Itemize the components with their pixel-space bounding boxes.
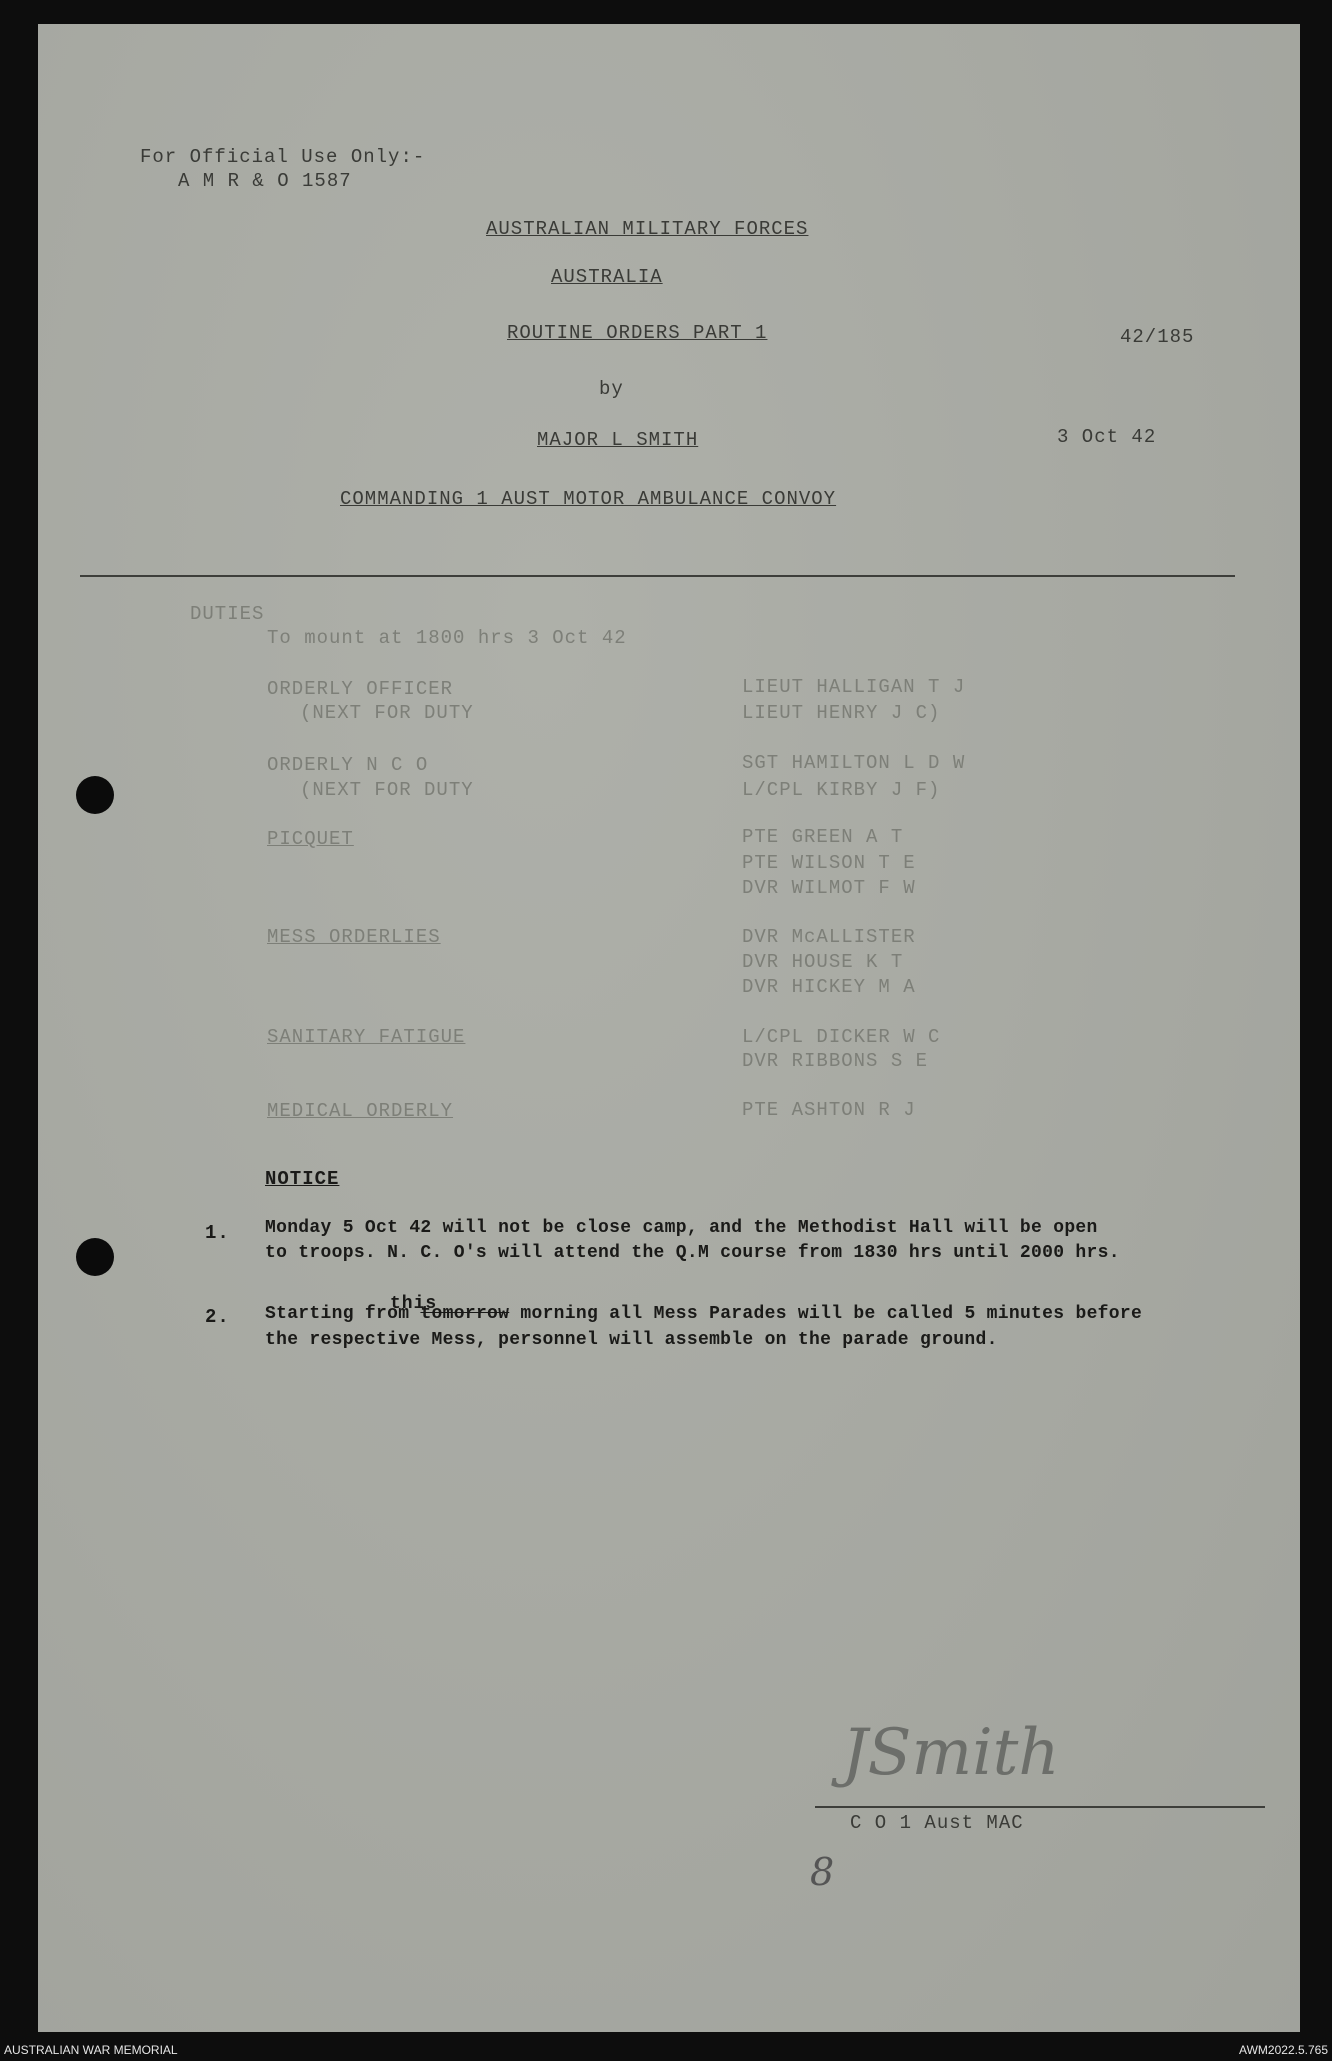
signature-block: C O 1 Aust MAC — [850, 1812, 1024, 1834]
duty-name: DVR RIBBONS S E — [742, 1050, 929, 1072]
duty-name: LIEUT HALLIGAN T J — [742, 676, 966, 698]
command-title: COMMANDING 1 AUST MOTOR AMBULANCE CONVOY — [340, 488, 837, 510]
duty-role: MEDICAL ORDERLY — [267, 1100, 454, 1122]
handwritten-mark: 8 — [810, 1850, 835, 1894]
duty-name: PTE WILSON T E — [742, 852, 916, 874]
divider-rule — [80, 575, 1235, 577]
signature-rule — [815, 1806, 1265, 1808]
notice-item-text — [265, 1304, 1142, 1324]
notice-heading: NOTICE — [265, 1168, 340, 1190]
notice-item-text: to troops. N. C. O's will attend the Q.M course from 1830 hrs until 2000 hrs. — [265, 1243, 1120, 1263]
punch-hole — [76, 776, 114, 814]
official-use-line: For Official Use Only:- — [140, 146, 426, 168]
duty-name: PTE GREEN A T — [742, 826, 904, 848]
duty-role: ORDERLY OFFICER — [267, 678, 454, 700]
duty-role: PICQUET — [267, 828, 354, 850]
duty-name: DVR HOUSE K T — [742, 951, 904, 973]
order-number: 42/185 — [1120, 326, 1195, 348]
punch-hole — [76, 1238, 114, 1276]
duty-name: DVR McALLISTER — [742, 926, 916, 948]
duty-role: (NEXT FOR DUTY — [300, 779, 474, 801]
organisation-title: AUSTRALIAN MILITARY FORCES — [486, 218, 809, 240]
inserted-word: this — [390, 1294, 438, 1314]
duty-name: L/CPL DICKER W C — [742, 1026, 941, 1048]
duty-name: LIEUT HENRY J C) — [742, 702, 941, 724]
duty-role: ORDERLY N C O — [267, 754, 429, 776]
notice-item-number: 2. — [205, 1306, 230, 1328]
struck-word: tomorrow — [420, 1304, 510, 1324]
country-title: AUSTRALIA — [551, 266, 663, 288]
mount-time: To mount at 1800 hrs 3 Oct 42 — [267, 627, 627, 649]
duty-role: (NEXT FOR DUTY — [300, 702, 474, 724]
notice-item-number: 1. — [205, 1222, 230, 1244]
notice-item-text: the respective Mess, personnel will assemble on the parade ground. — [265, 1330, 998, 1350]
archive-name: AUSTRALIAN WAR MEMORIAL — [4, 2043, 178, 2057]
handwritten-signature: JSmith — [842, 1716, 1060, 1790]
commander-name: MAJOR L SMITH — [537, 429, 699, 451]
duty-name: DVR HICKEY M A — [742, 976, 916, 998]
reference-code: A M R & O 1587 — [178, 170, 352, 192]
notice-text-start: Starting from — [265, 1304, 410, 1324]
duty-name: SGT HAMILTON L D W — [742, 752, 966, 774]
duties-heading: DUTIES — [190, 603, 265, 625]
duty-role: SANITARY FATIGUE — [267, 1026, 466, 1048]
order-date: 3 Oct 42 — [1057, 426, 1157, 448]
archive-reference: AWM2022.5.765 — [1239, 2043, 1328, 2057]
duty-name: DVR WILMOT F W — [742, 877, 916, 899]
duty-role: MESS ORDERLIES — [267, 926, 441, 948]
order-type: ROUTINE ORDERS PART 1 — [507, 322, 768, 344]
notice-text-end: morning all Mess Parades will be called 5 minutes before — [520, 1304, 1143, 1324]
notice-item-text: Monday 5 Oct 42 will not be close camp, and the Methodist Hall will be open — [265, 1218, 1098, 1238]
archive-footer — [0, 2040, 1332, 2061]
duty-name: L/CPL KIRBY J F) — [742, 779, 941, 801]
duty-name: PTE ASHTON R J — [742, 1099, 916, 1121]
by-line: by — [599, 378, 624, 400]
